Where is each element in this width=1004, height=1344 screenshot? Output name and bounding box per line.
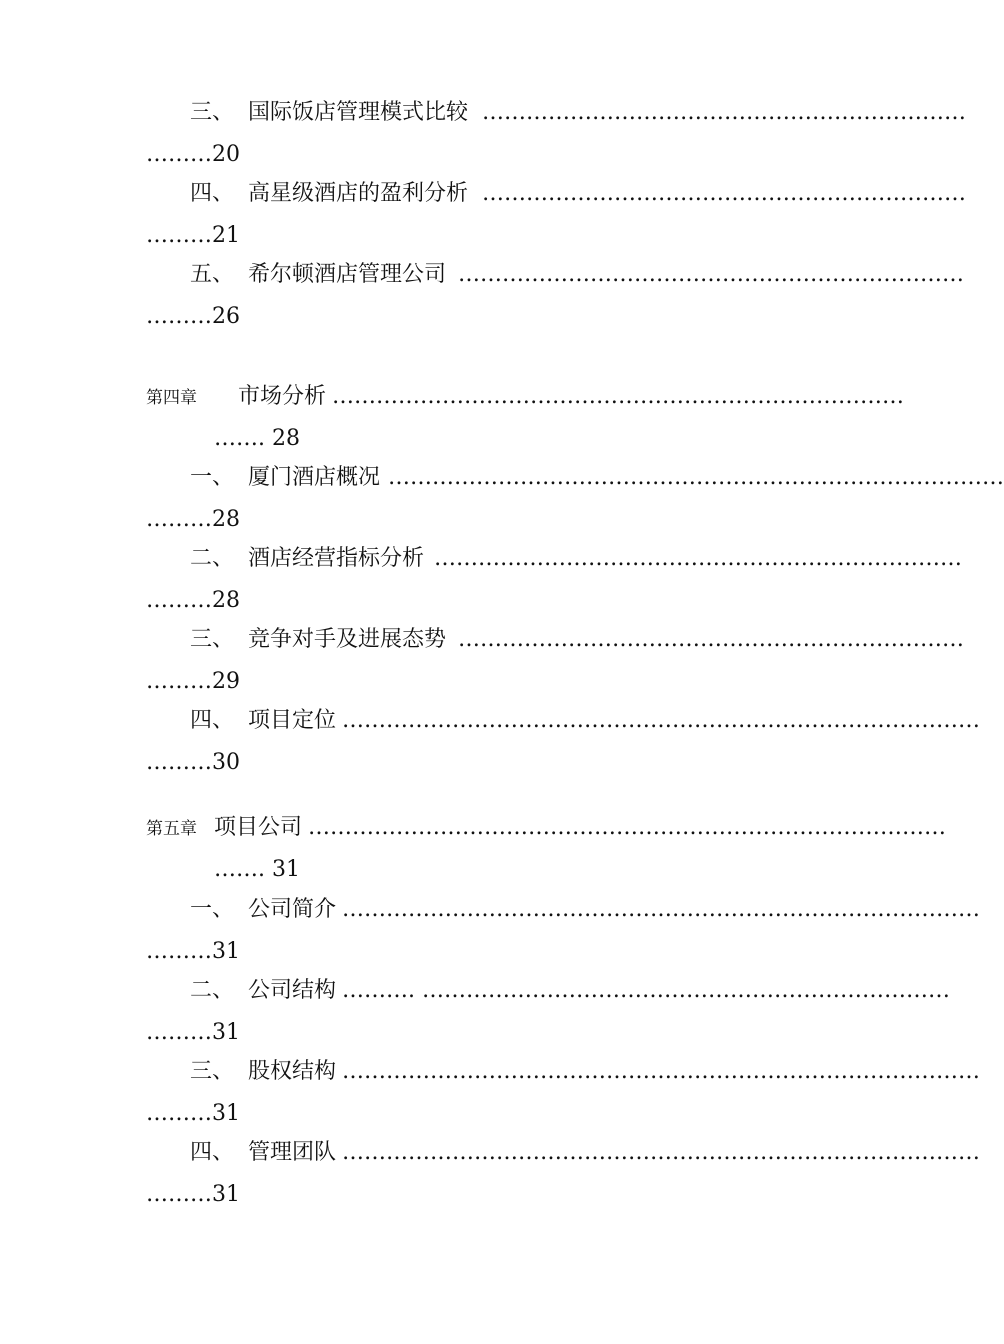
toc-entry-title: 竞争对手及进展态势 <box>248 627 447 652</box>
toc-leader-dots: ………. ……………………………………………………………… <box>342 978 950 1003</box>
toc-entry-s3-5[interactable] <box>190 262 446 288</box>
toc-entry-title: 公司结构 <box>248 978 337 1003</box>
toc-entry-title: 厦门酒店概况 <box>248 465 381 490</box>
toc-leader-dots: ………………………………………………………………………… <box>388 465 1004 490</box>
toc-entry-number: 四、 <box>190 708 235 733</box>
toc-entry-title: 项目定位 <box>248 708 337 733</box>
toc-page-number: ………29 <box>146 669 240 694</box>
chapter-title: 项目公司 <box>214 815 303 840</box>
toc-page-number: ………20 <box>146 142 240 167</box>
toc-leader-dots: …………………………………………………………………… <box>332 384 904 409</box>
toc-entry-title: 公司简介 <box>248 897 337 922</box>
toc-page-number: ……. 28 <box>214 426 300 451</box>
toc-leader-dots: …………………………………………………………………………… <box>342 1140 980 1165</box>
toc-page-number: ………31 <box>146 1101 240 1126</box>
toc-entry-number: 四、 <box>190 181 235 206</box>
toc-page-number: ………21 <box>146 223 240 248</box>
toc-entry-title: 管理团队 <box>248 1140 337 1165</box>
toc-entry-title: 希尔顿酒店管理公司 <box>248 262 447 287</box>
toc-leader-dots: …………………………………………………………………………… <box>342 897 980 922</box>
toc-entry-s5-3[interactable] <box>190 1059 336 1085</box>
toc-leader-dots: …………………………………………………………………………… <box>308 815 946 840</box>
toc-page-number: ………28 <box>146 507 240 532</box>
chapter-label: 第五章 <box>146 819 197 839</box>
toc-leader-dots: ………………………………………………………… <box>482 100 966 125</box>
toc-entry-number: 三、 <box>190 627 235 652</box>
toc-page-number: ………31 <box>146 1182 240 1207</box>
toc-leader-dots: …………………………………………………………………………… <box>342 708 980 733</box>
toc-leader-dots: ………………………………………………………… <box>482 181 966 206</box>
toc-entry-s3-3[interactable] <box>190 100 468 126</box>
toc-entry-title: 高星级酒店的盈利分析 <box>248 181 469 206</box>
toc-leader-dots: …………………………………………………………… <box>458 627 964 652</box>
toc-page-number: ………28 <box>146 588 240 613</box>
toc-leader-dots: ……………………………………………………………… <box>434 546 962 571</box>
toc-entry-number: 三、 <box>190 1059 235 1084</box>
toc-entry-number: 五、 <box>190 262 235 287</box>
toc-entry-s4-2[interactable] <box>190 546 424 572</box>
toc-page-number: ………30 <box>146 750 240 775</box>
toc-page-number: ………31 <box>146 1020 240 1045</box>
toc-entry-s4-4[interactable] <box>190 708 336 734</box>
toc-entry-title: 酒店经营指标分析 <box>248 546 425 571</box>
toc-entry-title: 股权结构 <box>248 1059 337 1084</box>
toc-chapter-5[interactable] <box>146 815 302 842</box>
toc-entry-s5-4[interactable] <box>190 1140 336 1166</box>
toc-entry-number: 二、 <box>190 546 235 571</box>
toc-entry-number: 四、 <box>190 1140 235 1165</box>
toc-entry-s3-4[interactable] <box>190 181 468 207</box>
toc-entry-title: 国际饭店管理模式比较 <box>248 100 469 125</box>
toc-entry-s5-1[interactable] <box>190 897 336 923</box>
toc-page-number: ………31 <box>146 939 240 964</box>
chapter-title: 市场分析 <box>238 384 327 409</box>
toc-entry-number: 二、 <box>190 978 235 1003</box>
toc-entry-number: 一、 <box>190 465 235 490</box>
toc-entry-s4-1[interactable] <box>190 465 380 491</box>
toc-entry-s4-3[interactable] <box>190 627 446 653</box>
chapter-label: 第四章 <box>146 388 197 408</box>
toc-entry-s5-2[interactable] <box>190 978 336 1004</box>
toc-leader-dots: …………………………………………………………… <box>458 262 964 287</box>
toc-page-number: ………26 <box>146 304 240 329</box>
toc-leader-dots: …………………………………………………………………………… <box>342 1059 980 1084</box>
toc-page-number: ……. 31 <box>214 857 300 882</box>
toc-chapter-4[interactable] <box>146 384 326 411</box>
toc-entry-number: 三、 <box>190 100 235 125</box>
toc-entry-number: 一、 <box>190 897 235 922</box>
